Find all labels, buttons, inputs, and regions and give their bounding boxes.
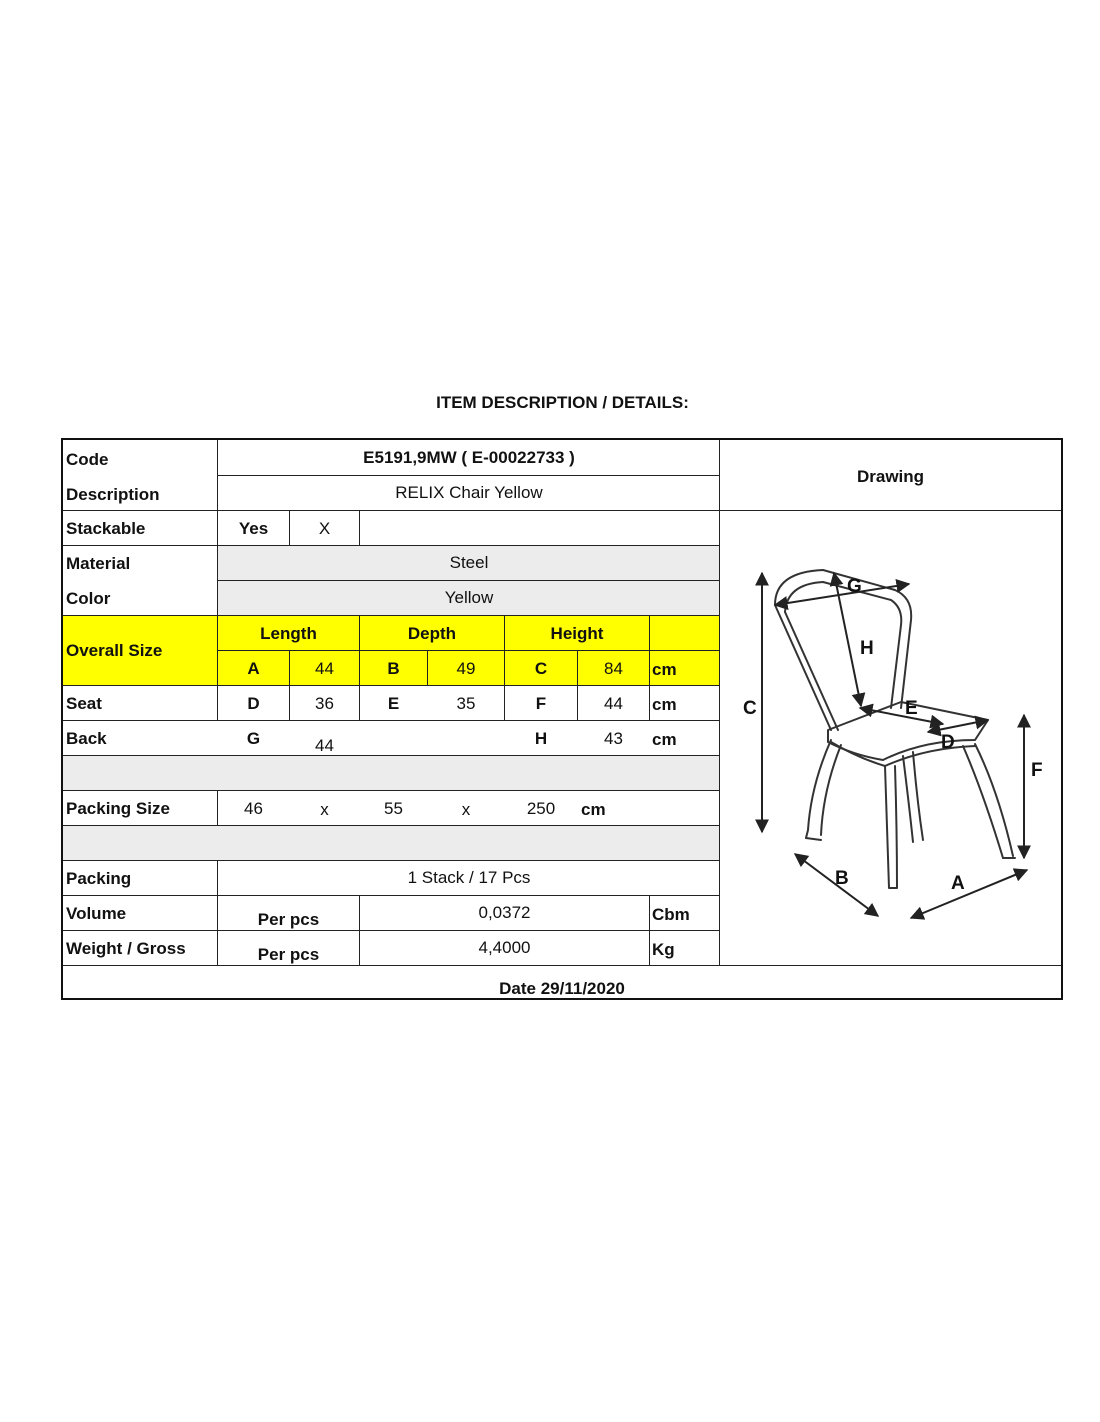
material-value: Steel [449,553,489,572]
chair-leg-back-right [975,744,1013,856]
volume-unit: Cbm [652,905,690,924]
length-header: Length [260,624,317,643]
packing-size-label: Packing Size [66,799,170,818]
color-label: Color [66,589,111,608]
weight-per: Per pcs [257,945,320,964]
packing-size-unit: cm [581,800,606,819]
date: Date 29/11/2020 [499,979,625,998]
packing-value: 1 Stack / 17 Pcs [407,868,531,887]
height-header: Height [550,624,604,643]
back-label: Back [66,729,107,748]
chair-leg-front-right [885,766,897,888]
dim-e-value: 35 [456,694,476,713]
dim-f-letter: F [535,694,547,713]
stackable-mark: X [318,519,331,538]
code-value: E5191,9MW ( E-00022733 ) [363,448,575,467]
drawing-label-h: H [860,638,874,659]
dim-e-arrow [860,708,943,724]
stackable-yes: Yes [238,519,269,538]
dim-g-value: 44 [315,736,334,755]
packing-label: Packing [66,869,132,888]
dim-h-value: 43 [604,729,623,748]
color-value: Yellow [444,588,494,607]
dim-d-letter: D [247,694,260,713]
volume-label: Volume [66,904,127,923]
item-details-table [61,438,1063,1000]
chair-leg-back-left [913,752,923,840]
weight-unit: Kg [652,940,675,959]
seat-label: Seat [66,694,102,713]
dim-f-value: 44 [604,694,623,713]
dim-e-letter: E [387,694,400,713]
dim-g-letter: G [246,729,261,748]
back-unit: cm [652,730,677,749]
description-value: RELIX Chair Yellow [395,483,543,502]
packing-size-sep-2: x [461,800,471,819]
depth-header: Depth [407,624,457,643]
drawing-label-e: E [905,698,918,719]
drawing-label-f: F [1031,760,1043,781]
drawing-label-d: D [941,732,955,753]
dim-h-letter: H [534,729,548,748]
dim-d-arrow [928,720,988,732]
chair-back-leg-left [775,605,831,730]
page-title: ITEM DESCRIPTION / DETAILS: [436,393,689,412]
code-label: Code [66,450,109,469]
packing-size-width: 46 [244,799,263,818]
dim-c-value: 84 [604,659,623,678]
chair-dimension-drawing [63,440,1061,1000]
packing-size-sep-1: x [320,800,329,819]
dim-a-arrow [911,870,1027,918]
description-label: Description [66,485,160,504]
dim-d-value: 36 [315,694,334,713]
dim-a-value: 44 [315,659,334,678]
dim-a-letter: A [247,659,260,678]
weight-label: Weight / Gross [66,939,186,958]
dim-c-letter: C [534,659,548,678]
material-label: Material [66,554,131,573]
drawing-label-a: A [951,873,965,894]
seat-unit: cm [652,695,677,714]
volume-per: Per pcs [257,910,320,929]
overall-unit: cm [652,660,677,679]
packing-size-depth: 55 [384,799,403,818]
drawing-header: Drawing [856,467,925,486]
weight-value: 4,4000 [478,938,531,957]
drawing-label-c: C [743,698,757,719]
dim-b-letter: B [387,659,400,678]
overall-size-label: Overall Size [66,641,163,660]
packing-size-height: 250 [526,799,556,818]
dim-b-value: 49 [456,659,476,678]
drawing-label-g: G [847,576,862,597]
stackable-label: Stackable [66,519,146,538]
volume-value: 0,0372 [478,903,531,922]
drawing-label-b: B [835,868,849,889]
